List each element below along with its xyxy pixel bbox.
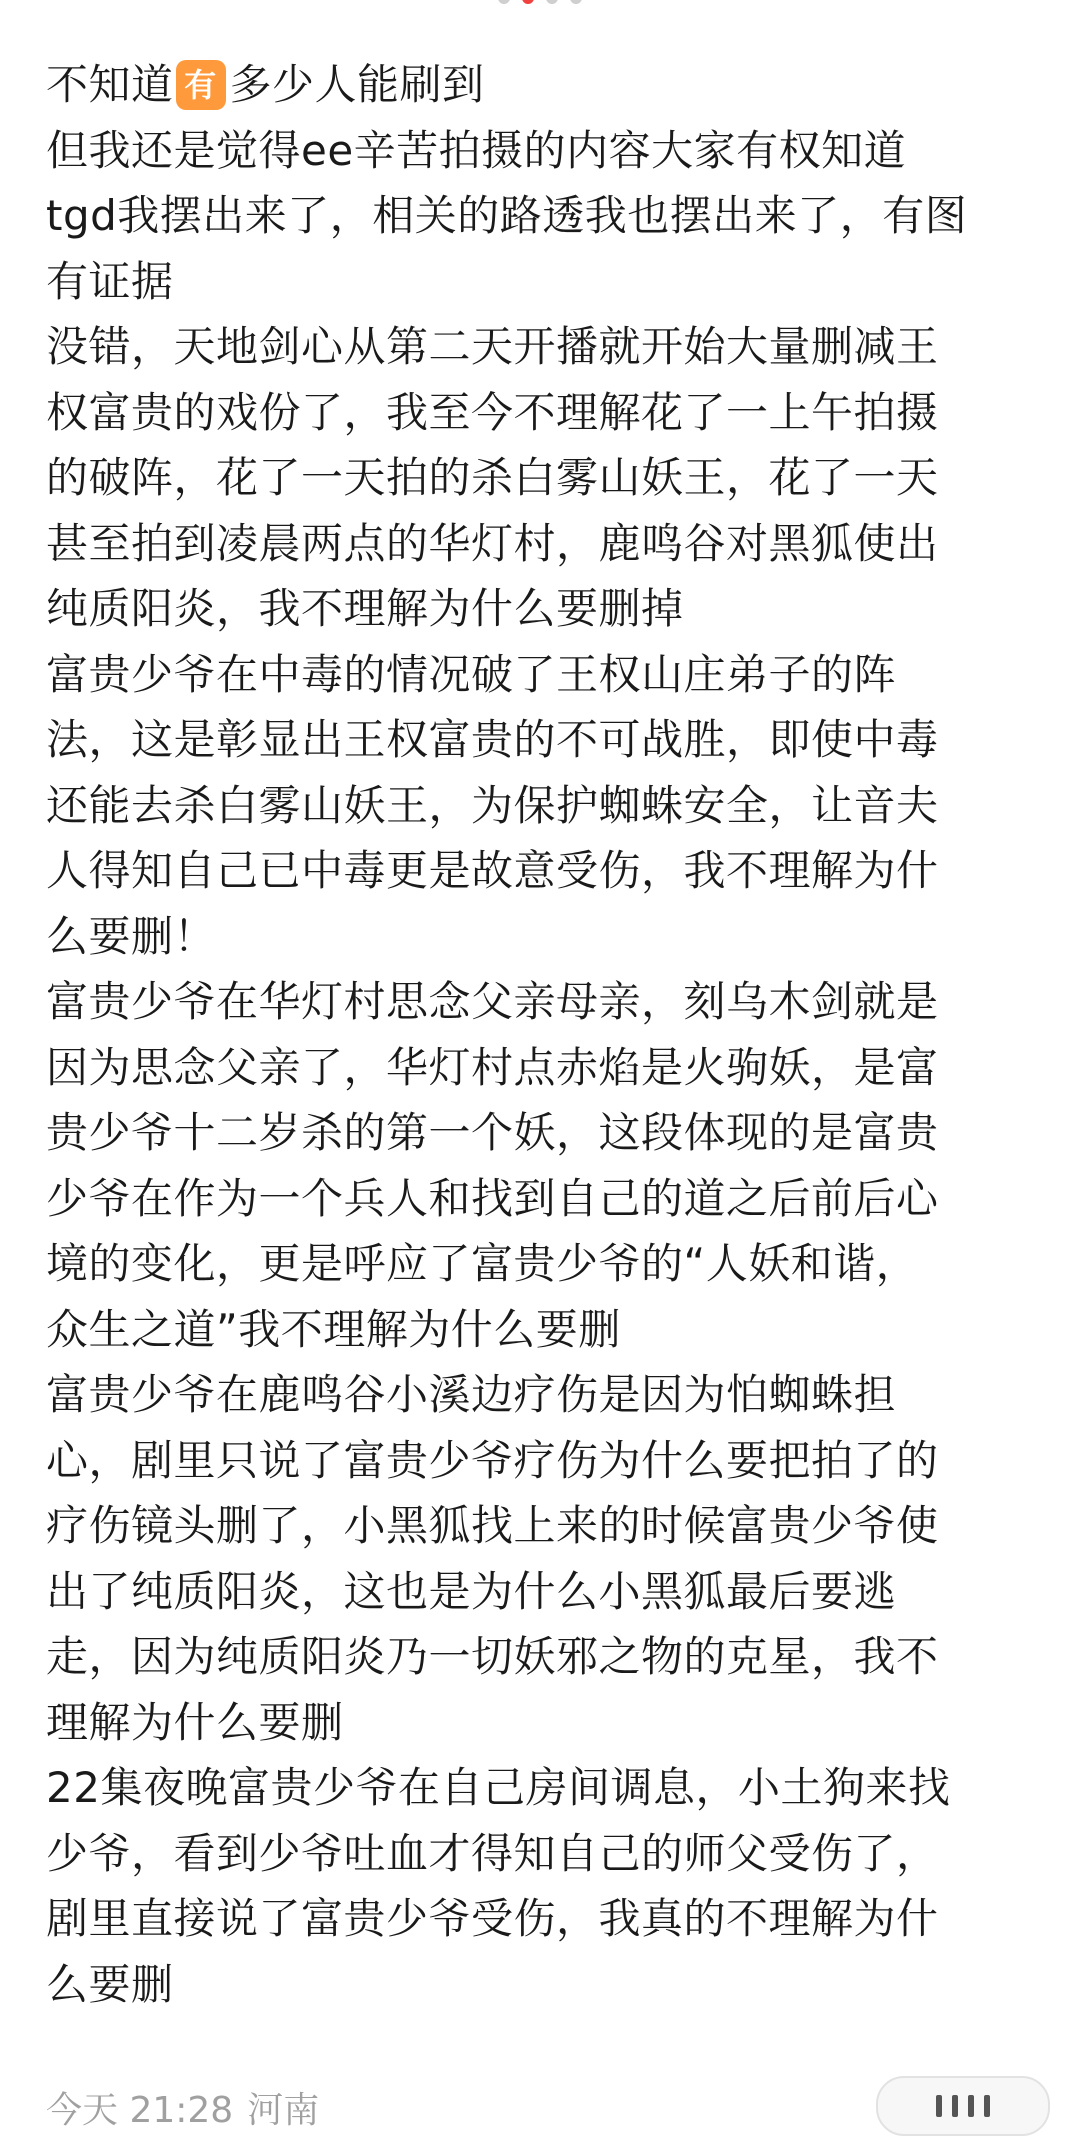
bars-icon — [936, 2095, 942, 2117]
page-dot — [570, 0, 582, 4]
post-line: 22集夜晚富贵少爷在自己房间调息，小土狗来找 — [46, 1763, 951, 1812]
post-line: 纯质阳炎，我不理解为什么要删掉 — [46, 584, 684, 633]
post-line: 剧里直接说了富贵少爷受伤，我真的不理解为什 — [46, 1894, 939, 1943]
post-line: 理解为什么要删 — [46, 1697, 344, 1747]
bars-icon — [968, 2095, 974, 2117]
post-line: 贵少爷十二岁杀的第一个妖，这段体现的是富贵 — [46, 1108, 939, 1157]
post-line: 权富贵的戏份了，我至今不理解花了一上午拍摄 — [46, 387, 939, 437]
page-dot — [498, 0, 510, 4]
post-line-text: 不知道 — [46, 60, 174, 109]
post-line: 么要删！ — [46, 911, 217, 961]
post-line: 么要删 — [46, 1959, 174, 2009]
post-body — [46, 52, 1046, 2017]
image-page-indicator — [0, 0, 1080, 6]
post-line: tgd我摆出来了，相关的路透我也摆出来了，有图 — [46, 191, 968, 240]
post-line: 富贵少爷在华灯村思念父亲母亲，刻乌木剑就是 — [46, 977, 939, 1026]
post-line: 还能去杀白雾山妖王，为保护蜘蛛安全，让音夫 — [46, 780, 939, 830]
post-line: 富贵少爷在鹿鸣谷小溪边疗伤是因为怕蜘蛛担 — [46, 1370, 897, 1419]
post-line: 境的变化，更是呼应了富贵少爷的“人妖和谐， — [46, 1239, 919, 1288]
post-time: 今天 21:28 — [46, 2090, 234, 2131]
post-line: 心，剧里只说了富贵少爷疗伤为什么要把拍了的 — [46, 1435, 939, 1485]
post-location: 河南 — [247, 2090, 320, 2131]
post-meta — [46, 2082, 319, 2133]
post-line: 众生之道”我不理解为什么要删 — [46, 1304, 621, 1354]
post-line: 走，因为纯质阳炎乃一切妖邪之物的克星，我不 — [46, 1632, 939, 1681]
page-dot — [546, 0, 558, 4]
post-line: 少爷在作为一个兵人和找到自己的道之后前后心 — [46, 1173, 939, 1223]
post-line — [46, 52, 1046, 118]
bars-icon — [952, 2095, 958, 2117]
post-line: 甚至拍到凌晨两点的华灯村，鹿鸣谷对黑狐使出 — [46, 518, 939, 568]
post-line: 人得知自己已中毒更是故意受伤，我不理解为什 — [46, 846, 939, 895]
post-line: 出了纯质阳炎，这也是为什么小黑狐最后要逃 — [46, 1566, 897, 1616]
post-line: 但我还是觉得ee辛苦拍摄的内容大家有权知道 — [46, 125, 907, 175]
post-line: 少爷，看到少爷吐血才得知自己的师父受伤了， — [46, 1828, 939, 1878]
post-line: 富贵少爷在中毒的情况破了王权山庄弟子的阵 — [46, 649, 897, 699]
bars-icon — [984, 2095, 990, 2117]
post-line: 有证据 — [46, 256, 174, 306]
post-line: 法，这是彰显出王权富贵的不可战胜，即使中毒 — [46, 715, 939, 764]
post-line: 没错，天地剑心从第二天开播就开始大量删减王 — [46, 322, 939, 371]
post-line-text: 多少人能刷到 — [229, 60, 485, 109]
floating-action-button[interactable] — [876, 2076, 1050, 2136]
post-line: 的破阵，花了一天拍的杀白雾山妖王，花了一天 — [46, 453, 939, 502]
page-dot-active — [522, 0, 534, 4]
post-line: 因为思念父亲了，华灯村点赤焰是火驹妖，是富 — [46, 1042, 939, 1092]
post-line: 疗伤镜头删了，小黑狐找上来的时候富贵少爷使 — [46, 1501, 939, 1550]
you-emoji-icon: 有 — [176, 60, 226, 110]
